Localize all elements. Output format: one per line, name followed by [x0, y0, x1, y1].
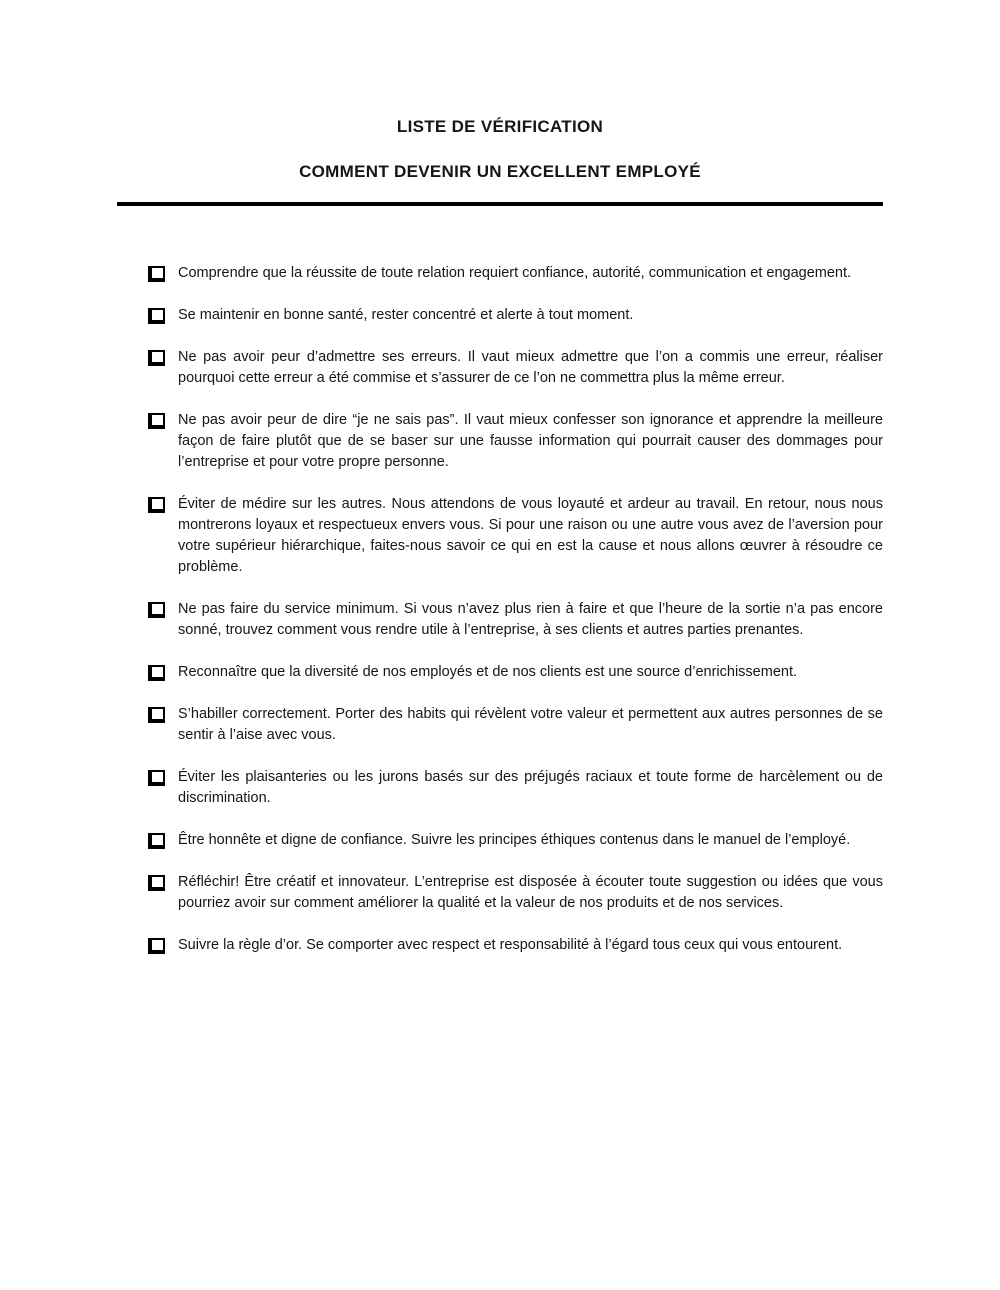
checklist-item-text: Réfléchir! Être créatif et innovateur. L’entreprise est disposée à écouter toute suggestion ou idées que vous pourriez avoir sur comment améliorer la qualité et la valeur de nos produits et de nos services.: [178, 874, 883, 911]
checklist-item-text: Comprendre que la réussite de toute relation requiert confiance, autorité, communication et engagement.: [178, 265, 852, 281]
checklist-item-text: Éviter de médire sur les autres. Nous attendons de vous loyauté et ardeur au travail. En retour, nous nous montrerons loyaux et respectueux envers vous. Si pour une raison ou une autre vous avez de l’aversion pour votre supérieur hiérarchique, faites-nous savoir ce qui en est la cause et nous allons œuvrer à résoudre ce problème.: [178, 496, 883, 575]
checklist-item-text: Reconnaître que la diversité de nos employés et de nos clients est une source d’enrichissement.: [178, 664, 798, 680]
checklist-item: [117, 662, 883, 683]
checkbox-icon[interactable]: [148, 833, 165, 849]
checklist-item: [117, 347, 883, 389]
checkbox-icon[interactable]: [148, 707, 165, 723]
checklist-item-text: Suivre la règle d’or. Se comporter avec respect et responsabilité à l’égard tous ceux qui vous entourent.: [178, 937, 843, 953]
checklist-item-text: Être honnête et digne de confiance. Suivre les principes éthiques contenus dans le manuel de l’employé.: [178, 832, 851, 848]
checklist-item-text: Ne pas avoir peur d’admettre ses erreurs. Il vaut mieux admettre que l’on a commis une erreur, réaliser pourquoi cette erreur a été commise et s’assurer de ce l’on ne commettra plus la même erreur.: [178, 349, 883, 386]
checklist-item-text: Éviter les plaisanteries ou les jurons basés sur des préjugés raciaux et toute forme de harcèlement ou de discrimination.: [178, 769, 883, 806]
checklist-item-text: Se maintenir en bonne santé, rester concentré et alerte à tout moment.: [178, 307, 634, 323]
checklist-item: [117, 935, 883, 956]
checklist-item: [117, 263, 883, 284]
checkbox-icon[interactable]: [148, 665, 165, 681]
checkbox-icon[interactable]: [148, 497, 165, 513]
checkbox-icon[interactable]: [148, 266, 165, 282]
checkbox-icon[interactable]: [148, 602, 165, 618]
checkbox-icon[interactable]: [148, 875, 165, 891]
title-divider: [117, 202, 883, 206]
checklist-item-text: S’habiller correctement. Porter des habits qui révèlent votre valeur et permettent aux autres personnes de se sentir à l’aise avec vous.: [178, 706, 883, 743]
checkbox-icon[interactable]: [148, 770, 165, 786]
checklist: [117, 263, 883, 956]
page-title: LISTE DE VÉRIFICATION: [396, 117, 604, 136]
checklist-item: [117, 305, 883, 326]
page-subtitle: COMMENT DEVENIR UN EXCELLENT EMPLOYÉ: [299, 162, 701, 181]
checklist-item-text: Ne pas faire du service minimum. Si vous n’avez plus rien à faire et que l’heure de la sortie n’a pas encore sonné, trouvez comment vous rendre utile à l’entreprise, à ses clients et autres parties prenantes.: [178, 601, 883, 638]
checkbox-icon[interactable]: [148, 413, 165, 429]
checklist-item: [117, 872, 883, 914]
checkbox-icon[interactable]: [148, 308, 165, 324]
checklist-item-text: Ne pas avoir peur de dire “je ne sais pas”. Il vaut mieux confesser son ignorance et apprendre la meilleure façon de faire plutôt que de se baser sur une fausse information qui pourrait causer des dommages pour l’entreprise et pour votre propre personne.: [178, 412, 883, 470]
checklist-item: [117, 704, 883, 746]
checklist-item: [117, 599, 883, 641]
document-header: [117, 118, 883, 206]
checklist-item: [117, 830, 883, 851]
checklist-item: [117, 410, 883, 473]
checklist-item: [117, 767, 883, 809]
checkbox-icon[interactable]: [148, 350, 165, 366]
checkbox-icon[interactable]: [148, 938, 165, 954]
checklist-item: [117, 494, 883, 578]
